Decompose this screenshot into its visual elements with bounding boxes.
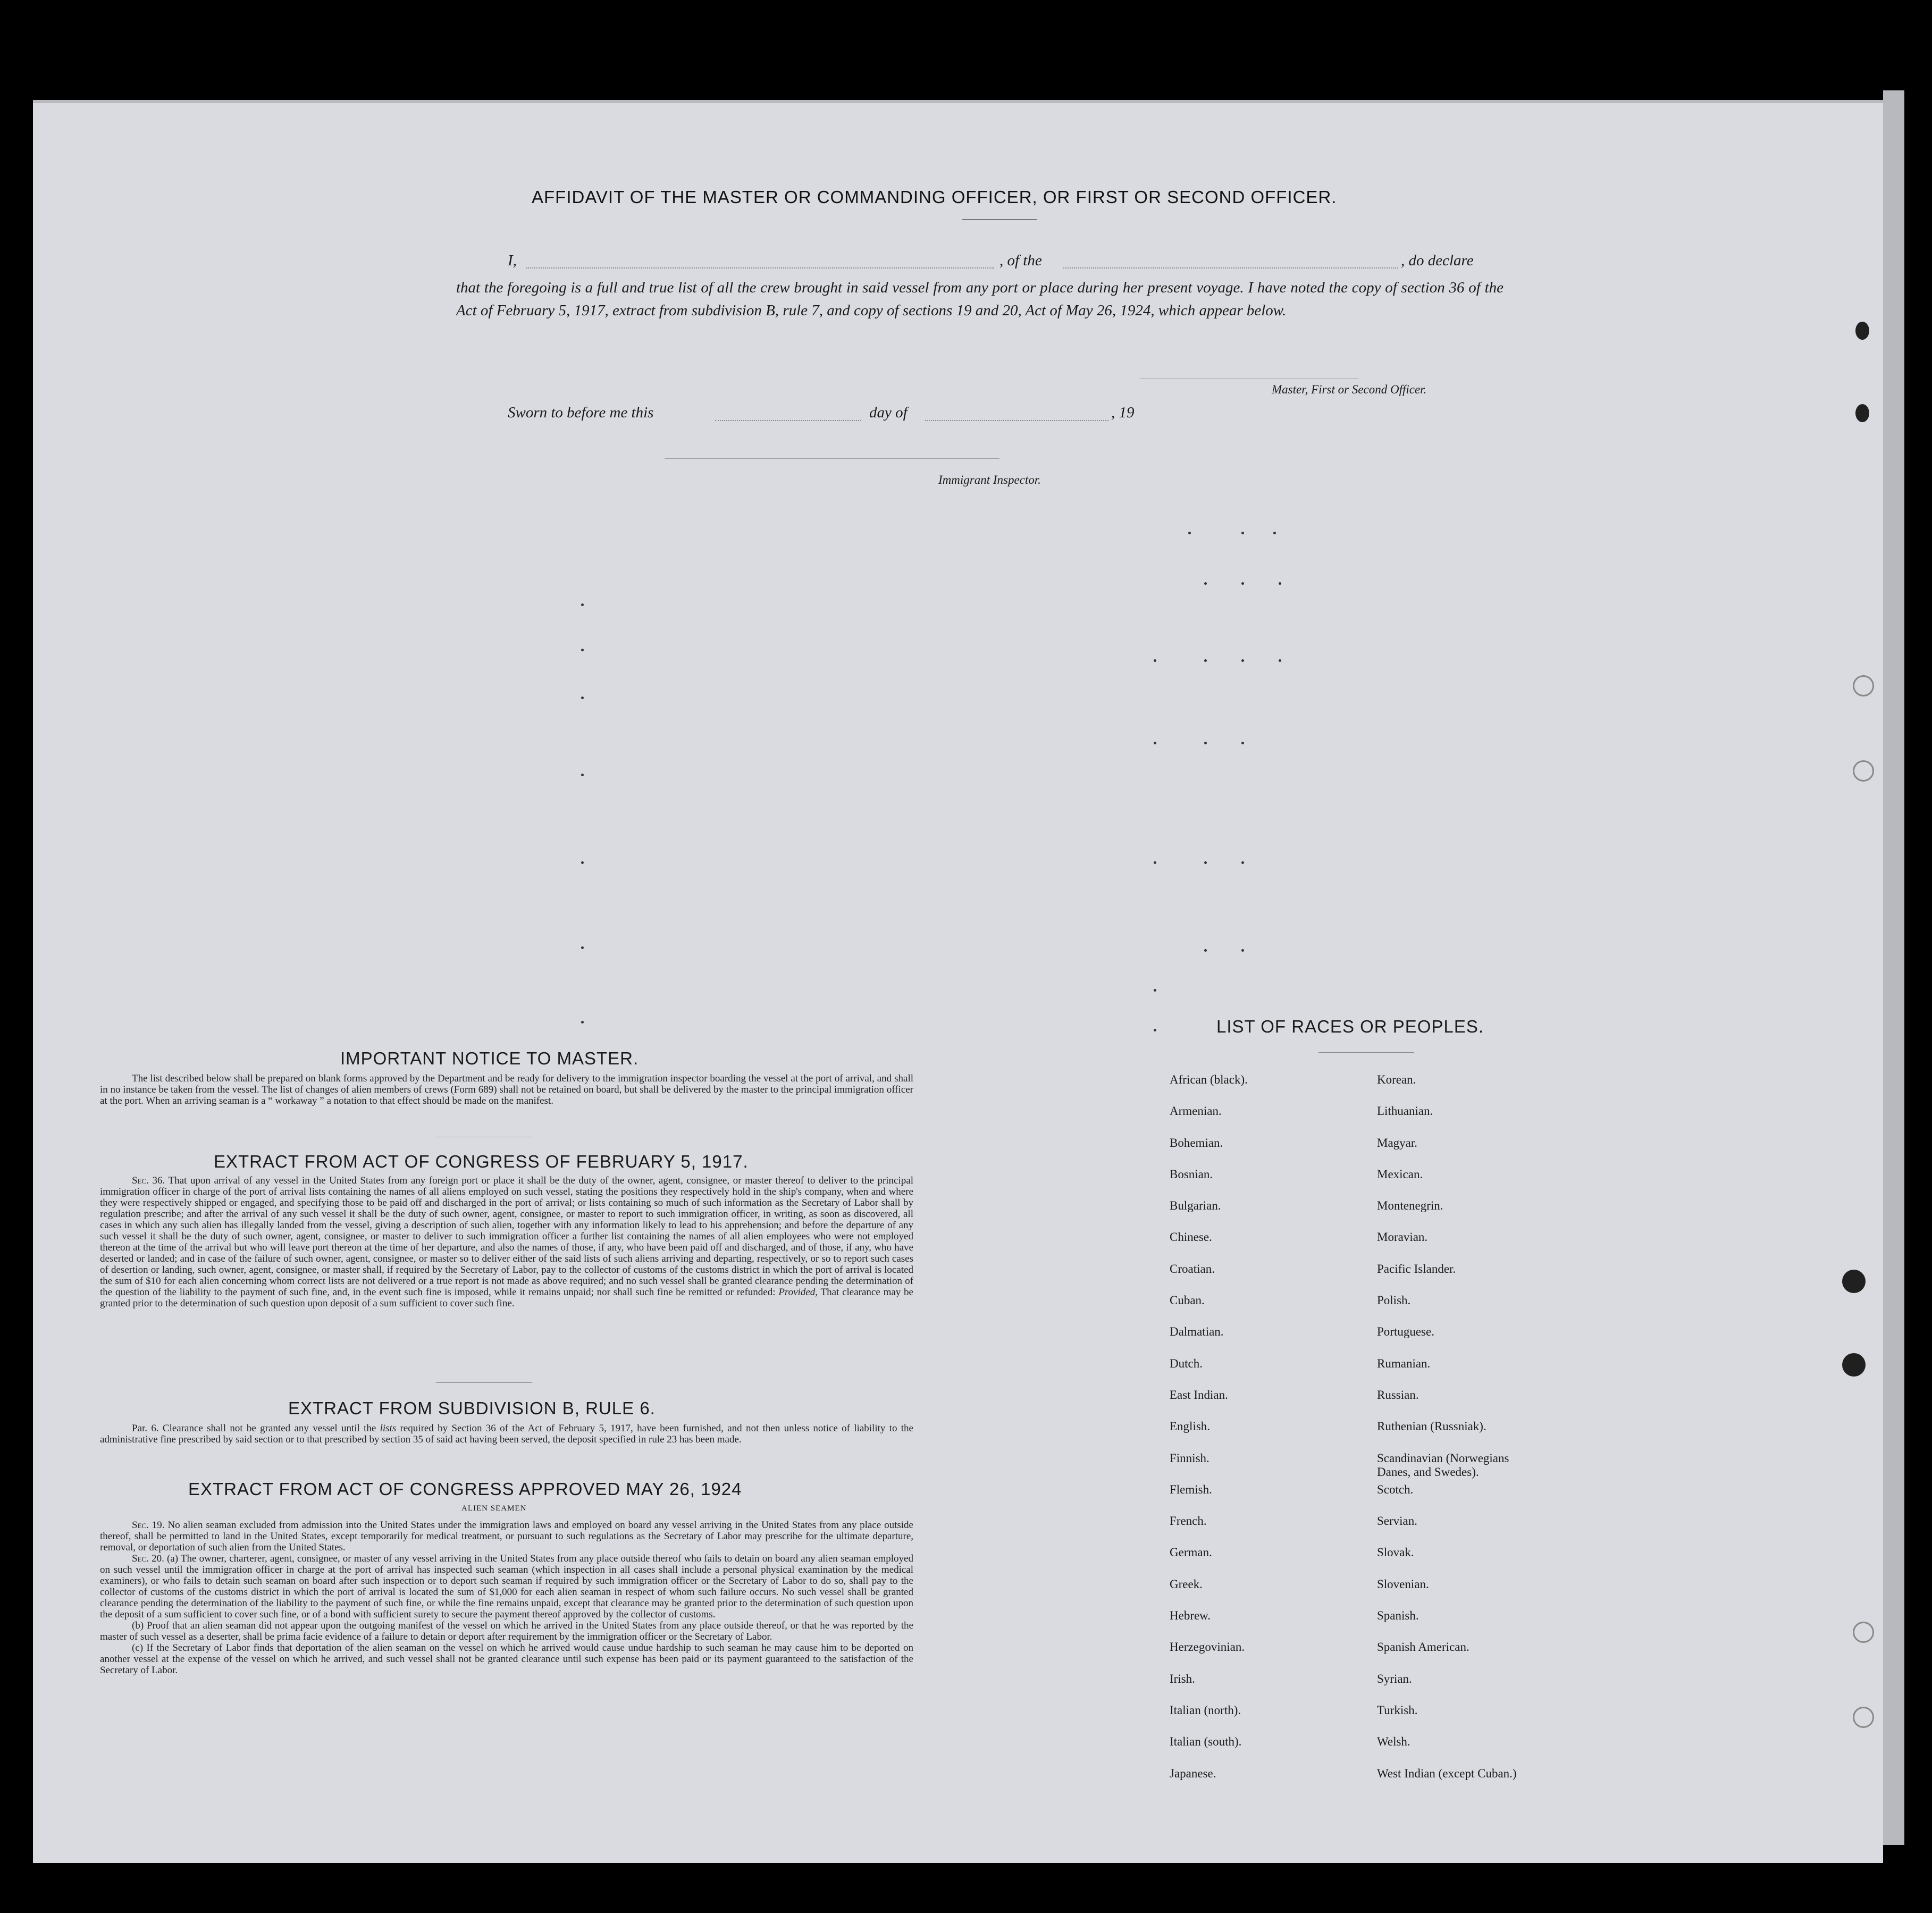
affidavit-title-rule bbox=[962, 219, 1037, 220]
sec-19-label: Sec. 19. bbox=[132, 1520, 165, 1531]
race-item: Magyar. bbox=[1377, 1136, 1418, 1150]
binder-hole bbox=[1855, 322, 1869, 340]
race-item: Flemish. bbox=[1170, 1482, 1212, 1496]
form-dot bbox=[581, 1021, 584, 1023]
affidavit-line-of-the: , of the bbox=[999, 252, 1042, 269]
race-item: Armenian. bbox=[1170, 1104, 1222, 1118]
race-item: Hebrew. bbox=[1170, 1609, 1211, 1623]
race-item: Montenegrin. bbox=[1377, 1199, 1443, 1213]
page-edge-shadow bbox=[1883, 90, 1904, 1845]
race-item: Bohemian. bbox=[1170, 1136, 1223, 1150]
rule6-lists-word: lists bbox=[380, 1423, 397, 1434]
race-item: Spanish. bbox=[1377, 1609, 1419, 1623]
race-item: Dutch. bbox=[1170, 1356, 1203, 1370]
race-item: Turkish. bbox=[1377, 1703, 1418, 1717]
race-item: Portuguese. bbox=[1377, 1325, 1434, 1339]
extract-rule6-title: EXTRACT FROM SUBDIVISION B, RULE 6. bbox=[288, 1398, 656, 1418]
races-title: LIST OF RACES OR PEOPLES. bbox=[1216, 1017, 1484, 1036]
race-item: Bulgarian. bbox=[1170, 1199, 1221, 1213]
race-item: Spanish American. bbox=[1377, 1640, 1469, 1654]
sec-36-text: That upon arrival of any vessel in the United States from any foreign port or place it shall be the duty of the owner, agent, consignee, or master thereof to deliver to the principal immigration officer in charge of the port of arrival lists containing the names of all aliens employed on such vessel, stating the positions they respectively hold in the ship's company, when and where they were respectively shipped or engaged, and specifying those to be paid off and discharged in the port of arrival; or lists containing so much of such information as the Secretary of Labor shall by regulation prescribe; and after the arrival of any such vessel it shall be the duty of such owner, agent, consignee, or master to report to such immigration officer, in writing, as soon as discovered, all cases in which any such alien has illegally landed from the vessel, giving a description of such alien, together with any information likely to lead to his apprehension; and before the departure of any such vessel it shall be the duty of such owner, agent, consignee, or master to deliver to such immigration officer a further list containing the names of all alien employees who were not employed thereon at the time of the arrival but who will leave port thereon at the time of her departure, and also the names of those, if any, who have been paid off and discharged, and of those, if any, who have deserted or landed; and in case of the failure of such owner, agent, consignee, or master so to deliver either of the said lists of such aliens arriving and departing, respectively, or so to report such cases of desertion or landing, such owner, agent, consignee, or master shall, if required by the Secretary of Labor, pay to the collector of customs of the customs district in which the port of arrival is located the sum of $10 for each alien concerning whom correct lists are not delivered or a true report is not made as above required; and no such vessel shall be granted clearance pending the determination of the question of the liability to the payment of such fine, and, in the event such fine is imposed, while it remains unpaid; nor shall such fine be remitted or refunded: bbox=[100, 1175, 913, 1298]
race-item: Greek. bbox=[1170, 1577, 1203, 1591]
form-dot bbox=[1154, 742, 1156, 744]
form-dot bbox=[581, 774, 584, 776]
form-dot bbox=[1279, 659, 1281, 662]
race-item: Scandinavian (Norwegians Danes, and Swedes). bbox=[1377, 1451, 1509, 1479]
extract-1924-body bbox=[100, 1520, 913, 1676]
form-dot bbox=[1241, 659, 1244, 662]
officer-signature-label: Master, First or Second Officer. bbox=[1272, 383, 1427, 396]
sec-36-label: Sec. 36. bbox=[132, 1175, 165, 1186]
race-item: Ruthenian (Russniak). bbox=[1377, 1420, 1486, 1433]
form-dot bbox=[1154, 861, 1156, 864]
sworn-day-of: day of bbox=[869, 404, 908, 421]
race-item: Bosnian. bbox=[1170, 1167, 1213, 1181]
extract-1917-body bbox=[100, 1175, 913, 1309]
sec-20-label: Sec. 20. bbox=[132, 1553, 164, 1564]
form-dot bbox=[1154, 989, 1156, 992]
affidavit-title: AFFIDAVIT OF THE MASTER OR COMMANDING OFFICER, OR FIRST OR SECOND OFFICER. bbox=[532, 187, 1337, 207]
race-item: Rumanian. bbox=[1377, 1356, 1431, 1370]
binder-hole bbox=[1842, 1353, 1866, 1377]
sec-20c-paragraph: (c) If the Secretary of Labor finds that deportation of the alien seaman on the vessel on which he arrived would cause undue hardship to such seaman he may cause him to be deported on another vessel at the expense of the vessel on which he arrived, and such vessel shall not be granted clearance until such expense has been paid or its payment guaranteed to the satisfaction of the Secretary of Labor. bbox=[100, 1642, 913, 1676]
race-item: Welsh. bbox=[1377, 1735, 1410, 1749]
form-dot bbox=[1204, 742, 1207, 744]
extract-1917-title: EXTRACT FROM ACT OF CONGRESS OF FEBRUARY 5, 1917. bbox=[214, 1152, 749, 1171]
binder-hole bbox=[1853, 760, 1874, 782]
race-item: Italian (south). bbox=[1170, 1735, 1242, 1749]
sworn-year: , 19 bbox=[1111, 404, 1135, 421]
race-item: Mexican. bbox=[1377, 1167, 1423, 1181]
proviso-text: That clearance may be granted prior to the determination of such question upon deposit of a sum sufficient to cover such fine. bbox=[100, 1287, 913, 1309]
race-item: Moravian. bbox=[1377, 1230, 1428, 1244]
extract-rule6-body bbox=[100, 1423, 913, 1445]
races-title-rule bbox=[1318, 1052, 1414, 1053]
affidavit-line-do-declare: , do declare bbox=[1401, 252, 1474, 269]
form-dot bbox=[1204, 861, 1207, 864]
race-item: West Indian (except Cuban.) bbox=[1377, 1766, 1517, 1780]
form-dot bbox=[1204, 949, 1207, 952]
form-dot bbox=[1154, 1029, 1156, 1031]
form-dot bbox=[581, 649, 584, 651]
race-item: Italian (north). bbox=[1170, 1703, 1241, 1717]
form-dot bbox=[1154, 659, 1156, 662]
race-item: Pacific Islander. bbox=[1377, 1262, 1456, 1276]
binder-hole bbox=[1842, 1270, 1866, 1293]
form-dot bbox=[1204, 659, 1207, 662]
rule6-text-a: Par. 6. Clearance shall not be granted any vessel until the bbox=[132, 1423, 376, 1434]
affidavit-line-i: I, bbox=[508, 252, 517, 269]
sec-20a-text: (a) The owner, charterer, agent, consignee, or master of any vessel arriving in the United States from any place outside thereof who fails to detain on board any alien seaman employed on such vessel until the immigration officer in charge at the port of arrival has inspected such seaman (which inspection in all cases shall include a personal physical examination by the medical examiners), or who fails to detain such seaman on board after such inspection or to deport such seaman if required by such immigration officer or the Secretary of Labor to do so, shall pay to the collector of customs of the customs district in which the port of arrival is located the sum of $1,000 for each alien seaman in respect of whom such failure occurs. No such vessel shall be granted clearance pending the determination of the liability to the payment of such fine, or while the fine remains unpaid, except that clearance may be granted prior to the determination of such question upon the deposit of a sum sufficient to cover such fine, or of a bond with sufficient surety to secure the payment thereof approved by the collector of customs. bbox=[100, 1553, 913, 1620]
extract-1917-divider bbox=[436, 1382, 532, 1383]
race-item: German. bbox=[1170, 1546, 1212, 1559]
binder-hole bbox=[1853, 1622, 1874, 1643]
form-dot bbox=[1188, 532, 1191, 534]
form-dot bbox=[581, 861, 584, 864]
form-dot bbox=[581, 697, 584, 699]
race-item: Scotch. bbox=[1377, 1482, 1414, 1496]
notice-body: The list described below shall be prepared on blank forms approved by the Department and be ready for delivery to the immigration inspector boarding the vessel at the port of arrival, and shall in no instance be taken from the vessel. The list of changes of alien members of crews (Form 689) shall not be retained on board, but shall be delivered by the master to the principal immigration officer at the port. When an arriving seaman is a “ workaway ” a notation to that effect should be made on the manifest. bbox=[100, 1073, 913, 1106]
sec-20b-paragraph: (b) Proof that an alien seaman did not appear upon the outgoing manifest of the vessel on which he arrived in the United States from any place outside thereof, or that he was reported by the master of such vessel as a deserter, shall be prima facie evidence of a failure to detain or deport after requirement by the immigration officer or the Secretary of Labor. bbox=[100, 1620, 913, 1642]
races-right-column bbox=[1377, 1073, 1517, 1798]
race-item: Japanese. bbox=[1170, 1766, 1216, 1780]
race-item: East Indian. bbox=[1170, 1388, 1228, 1402]
race-item: Irish. bbox=[1170, 1672, 1195, 1685]
binder-hole bbox=[1855, 404, 1869, 422]
form-dot bbox=[1273, 532, 1276, 534]
race-item: Slovak. bbox=[1377, 1546, 1414, 1559]
race-item: French. bbox=[1170, 1514, 1207, 1528]
race-item: Finnish. bbox=[1170, 1451, 1209, 1465]
sworn-date-field[interactable] bbox=[715, 420, 861, 421]
race-item: Servian. bbox=[1377, 1514, 1418, 1528]
form-dot bbox=[1241, 861, 1244, 864]
race-item: Croatian. bbox=[1170, 1262, 1215, 1276]
sworn-prefix: Sworn to before me this bbox=[508, 404, 654, 421]
sec-19-paragraph bbox=[100, 1520, 913, 1553]
form-dot bbox=[581, 946, 584, 949]
race-item: Polish. bbox=[1377, 1294, 1411, 1307]
race-item: Dalmatian. bbox=[1170, 1325, 1224, 1339]
notice-title: IMPORTANT NOTICE TO MASTER. bbox=[340, 1048, 639, 1068]
form-dot bbox=[1241, 582, 1244, 585]
form-dot bbox=[1279, 582, 1281, 585]
race-item: English. bbox=[1170, 1420, 1211, 1433]
sworn-month-field[interactable] bbox=[925, 420, 1108, 421]
races-left-column bbox=[1170, 1073, 1248, 1798]
affidavit-body: that the foregoing is a full and true list of all the crew brought in said vessel from any port or place during her present voyage. I have noted the copy of section 36 of the Act of February 5, 1917, extract from subdivision B, rule 7, and copy of sections 19 and 20, Act of May 26, 1924, which appear below. bbox=[456, 279, 1503, 319]
extract-1924-title: EXTRACT FROM ACT OF CONGRESS APPROVED MAY 26, 1924 bbox=[188, 1479, 742, 1499]
race-item: Syrian. bbox=[1377, 1672, 1412, 1685]
race-item: African (black). bbox=[1170, 1073, 1248, 1086]
race-item: Russian. bbox=[1377, 1388, 1419, 1402]
form-dot bbox=[581, 603, 584, 606]
form-dot bbox=[1241, 949, 1244, 952]
race-item: Cuban. bbox=[1170, 1294, 1205, 1307]
form-dot bbox=[1241, 742, 1244, 744]
race-item: Chinese. bbox=[1170, 1230, 1212, 1244]
sec-19-text: No alien seaman excluded from admission into the United States under the immigration laws and employed on board any vessel arriving in the United States from any place outside thereof, shall be permitted to land in the United States, except temporarily for medical treatment, or pursuant to such regulations as the Secretary of Labor may prescribe for the ultimate departure, removal, or deportation of such alien from the United States. bbox=[100, 1520, 913, 1553]
form-dot bbox=[1204, 582, 1207, 585]
binder-hole bbox=[1853, 675, 1874, 697]
declarant-name-field[interactable] bbox=[526, 267, 994, 269]
rule6-text-b: required by Section 36 of the Act of February 5, 1917, have been furnished, and not then unless notice of liability to the administrative fine prescribed by said section or to that prescribed by section 35 of said act having been served, the deposit specified in rule 23 has been made. bbox=[100, 1423, 913, 1445]
vessel-name-field[interactable] bbox=[1063, 267, 1398, 269]
binder-hole bbox=[1853, 1707, 1874, 1728]
race-item: Korean. bbox=[1377, 1073, 1416, 1086]
race-item: Slovenian. bbox=[1377, 1577, 1429, 1591]
sec-20a-paragraph bbox=[100, 1553, 913, 1620]
form-dot bbox=[1241, 532, 1244, 534]
race-item: Herzegovinian. bbox=[1170, 1640, 1245, 1654]
inspector-signature-line[interactable] bbox=[665, 458, 999, 459]
proviso-label: Provided, bbox=[778, 1287, 818, 1298]
inspector-signature-label: Immigrant Inspector. bbox=[938, 473, 1041, 486]
race-item: Lithuanian. bbox=[1377, 1104, 1433, 1118]
alien-seamen-subtitle: ALIEN SEAMEN bbox=[461, 1504, 527, 1513]
